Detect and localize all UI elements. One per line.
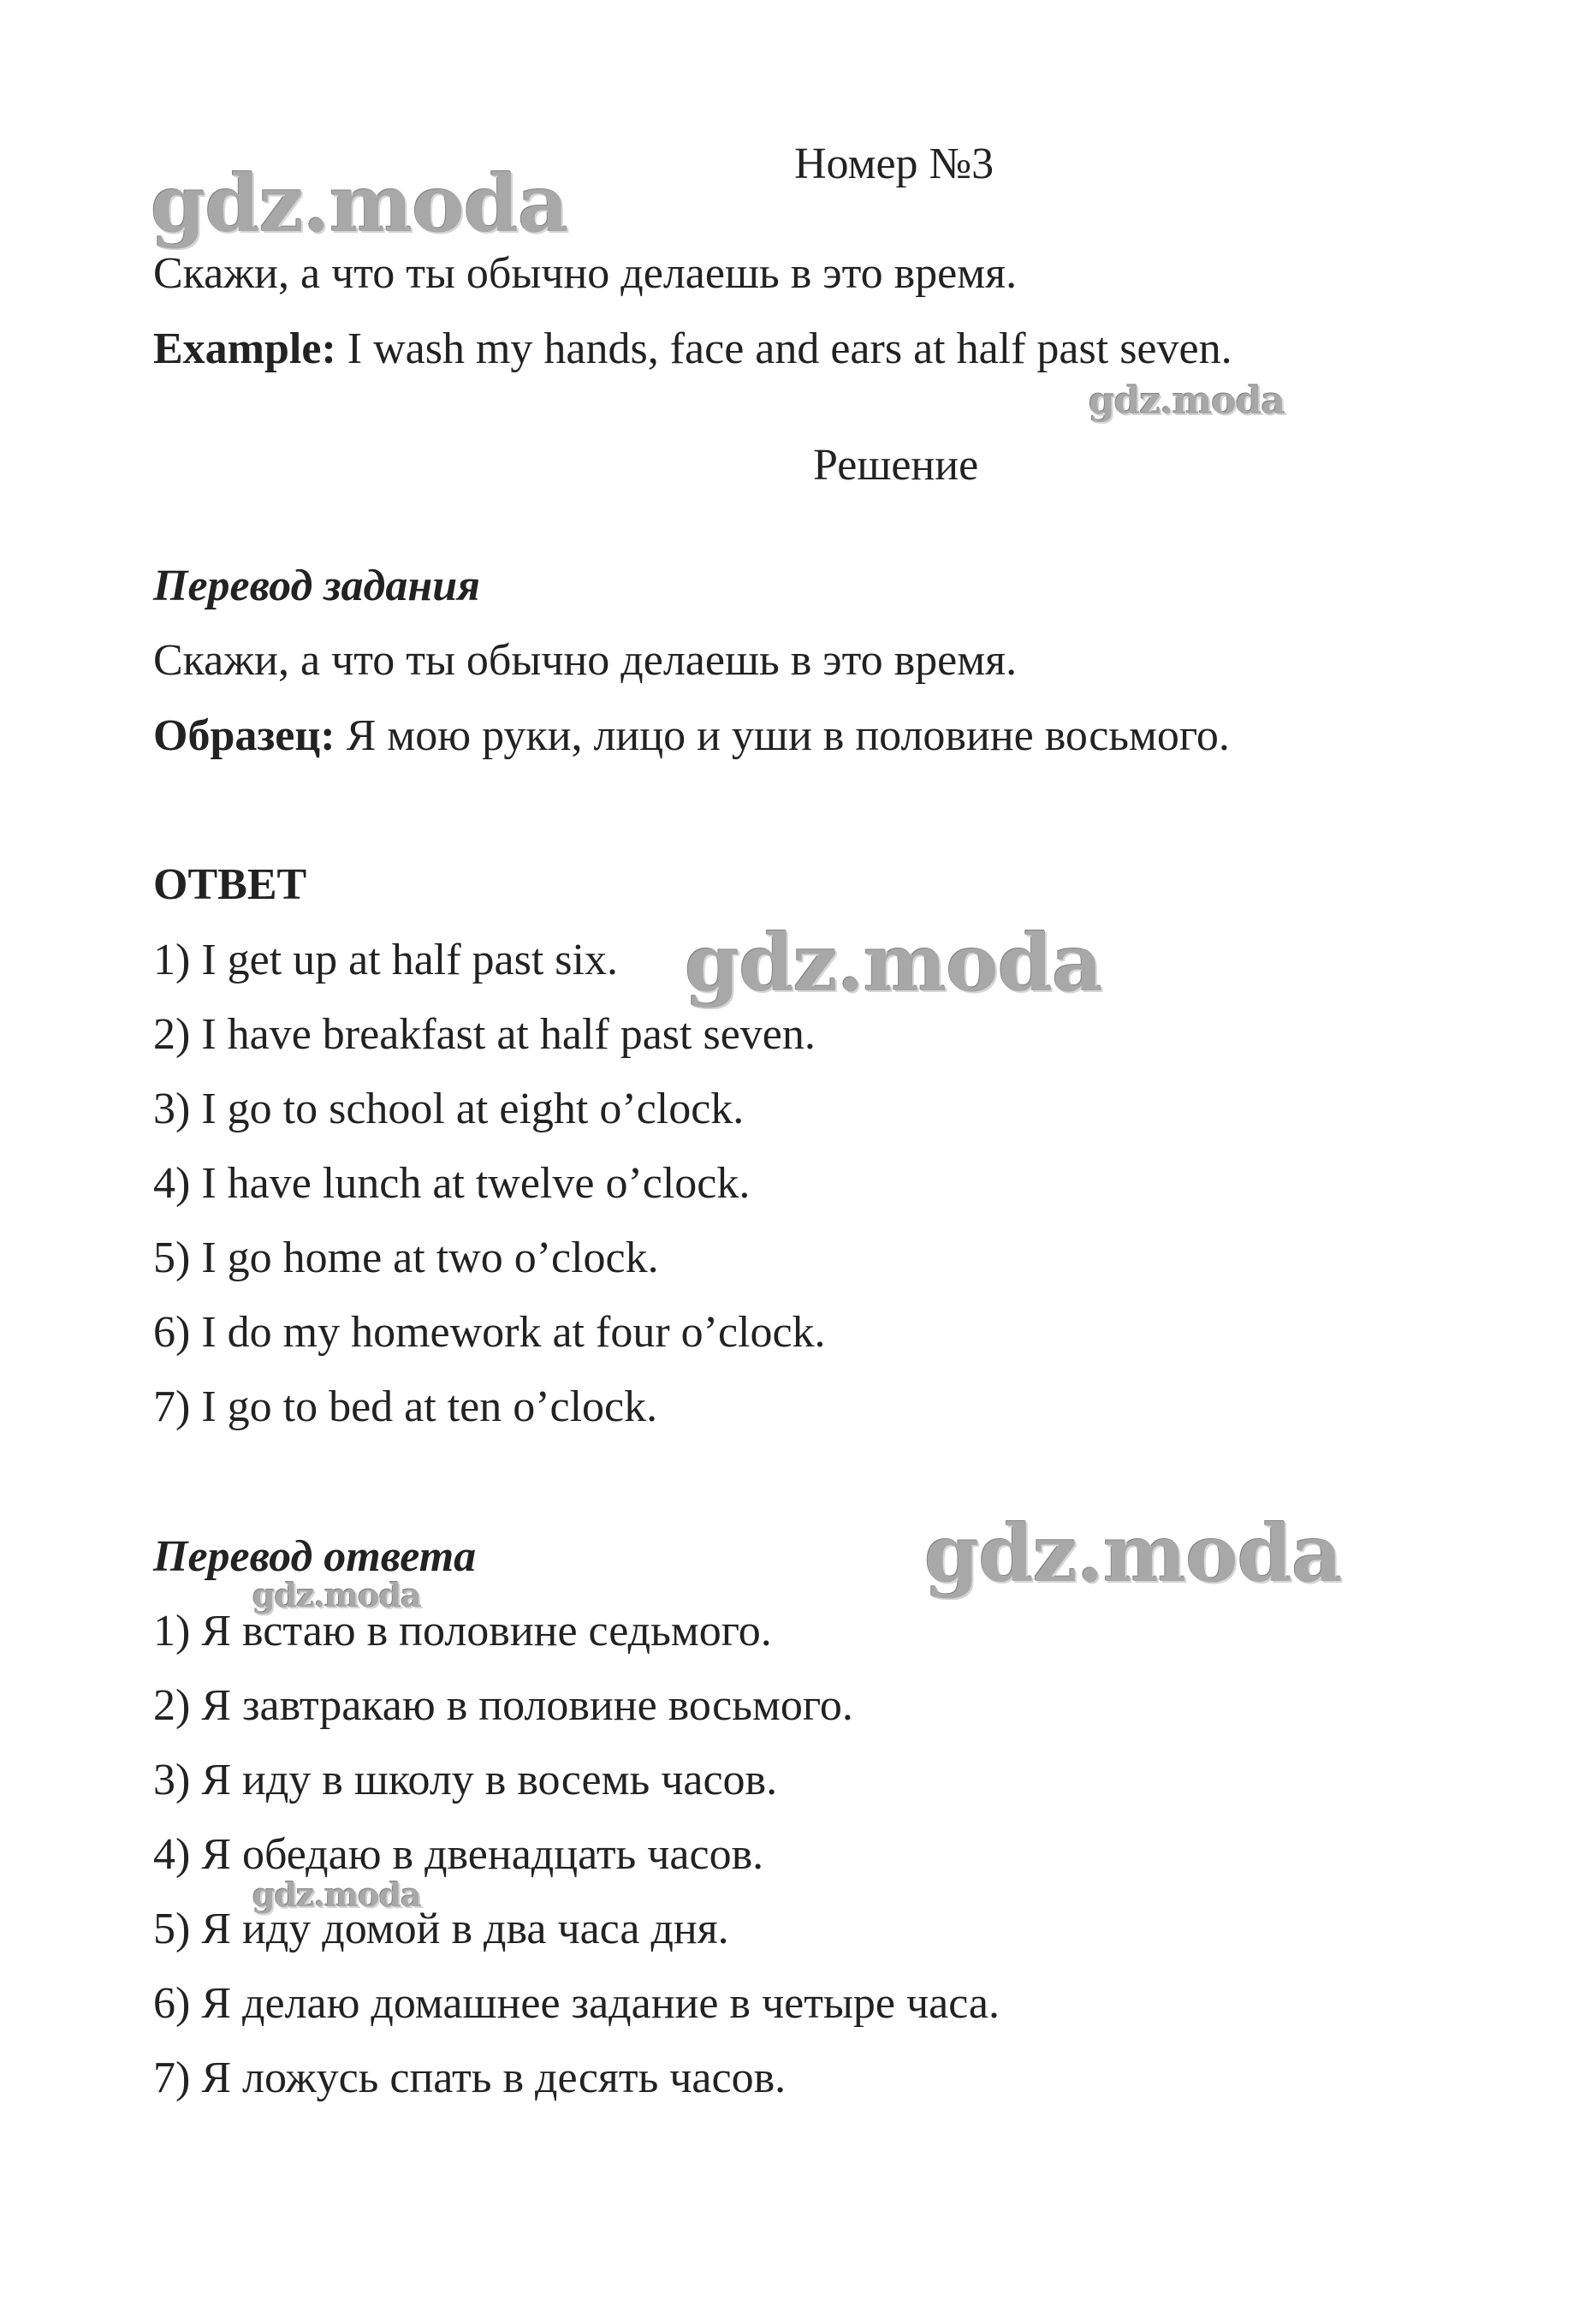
translation-item: 7) Я ложусь спать в десять часов. [153, 2054, 787, 2102]
translation-item: 1) Я встаю в половине седьмого. [153, 1607, 772, 1655]
watermark-logo: gdz.moda [685, 917, 1102, 1009]
translation-item: 3) Я иду в школу в восемь часов. [153, 1756, 778, 1804]
translation-item: 6) Я делаю домашнее задание в четыре часа. [153, 1979, 1000, 2028]
watermark-logo: gdz.moda [151, 158, 568, 250]
solution-title: Решение [813, 441, 979, 490]
translation-item: 5) Я иду домой в два часа дня. [153, 1905, 729, 1953]
answer-item: 2) I have breakfast at half past seven. [153, 1010, 816, 1059]
task-prompt: Скажи, а что ты обычно делаешь в это время. [153, 249, 1018, 298]
watermark-logo: gdz.moda [252, 1875, 421, 1914]
answer-item: 6) I do my homework at four o’clock. [153, 1308, 826, 1357]
translation-sample [153, 710, 1230, 762]
task-example [153, 324, 1232, 375]
translation-prompt: Скажи, а что ты обычно делаешь в это время. [153, 636, 1018, 685]
answer-heading: ОТВЕТ [153, 860, 307, 909]
answer-item: 4) I have lunch at twelve o’clock. [153, 1159, 751, 1208]
watermark-logo: gdz.moda [1089, 379, 1285, 423]
translation-item: 4) Я обедаю в двенадцать часов. [153, 1830, 764, 1879]
watermark-logo: gdz.moda [252, 1576, 421, 1614]
sample-label: Образец: [153, 711, 335, 760]
answer-translation-heading: Перевод ответа [153, 1532, 477, 1581]
watermark-logo: gdz.moda [924, 1507, 1342, 1600]
answer-item: 7) I go to bed at ten o’clock. [153, 1382, 658, 1431]
example-text: I wash my hands, face and ears at half past seven. [335, 324, 1232, 373]
sample-text: Я мою руки, лицо и уши в половине восьмого. [335, 711, 1230, 760]
translation-item: 2) Я завтракаю в половине восьмого. [153, 1681, 853, 1730]
answer-item: 5) I go home at two o’clock. [153, 1233, 659, 1282]
answer-item: 1) I get up at half past six. [153, 936, 618, 984]
translation-heading: Перевод задания [153, 562, 480, 610]
page-title: Номер №3 [794, 140, 994, 188]
example-label: Example: [153, 324, 336, 373]
answer-item: 3) I go to school at eight o’clock. [153, 1085, 745, 1133]
